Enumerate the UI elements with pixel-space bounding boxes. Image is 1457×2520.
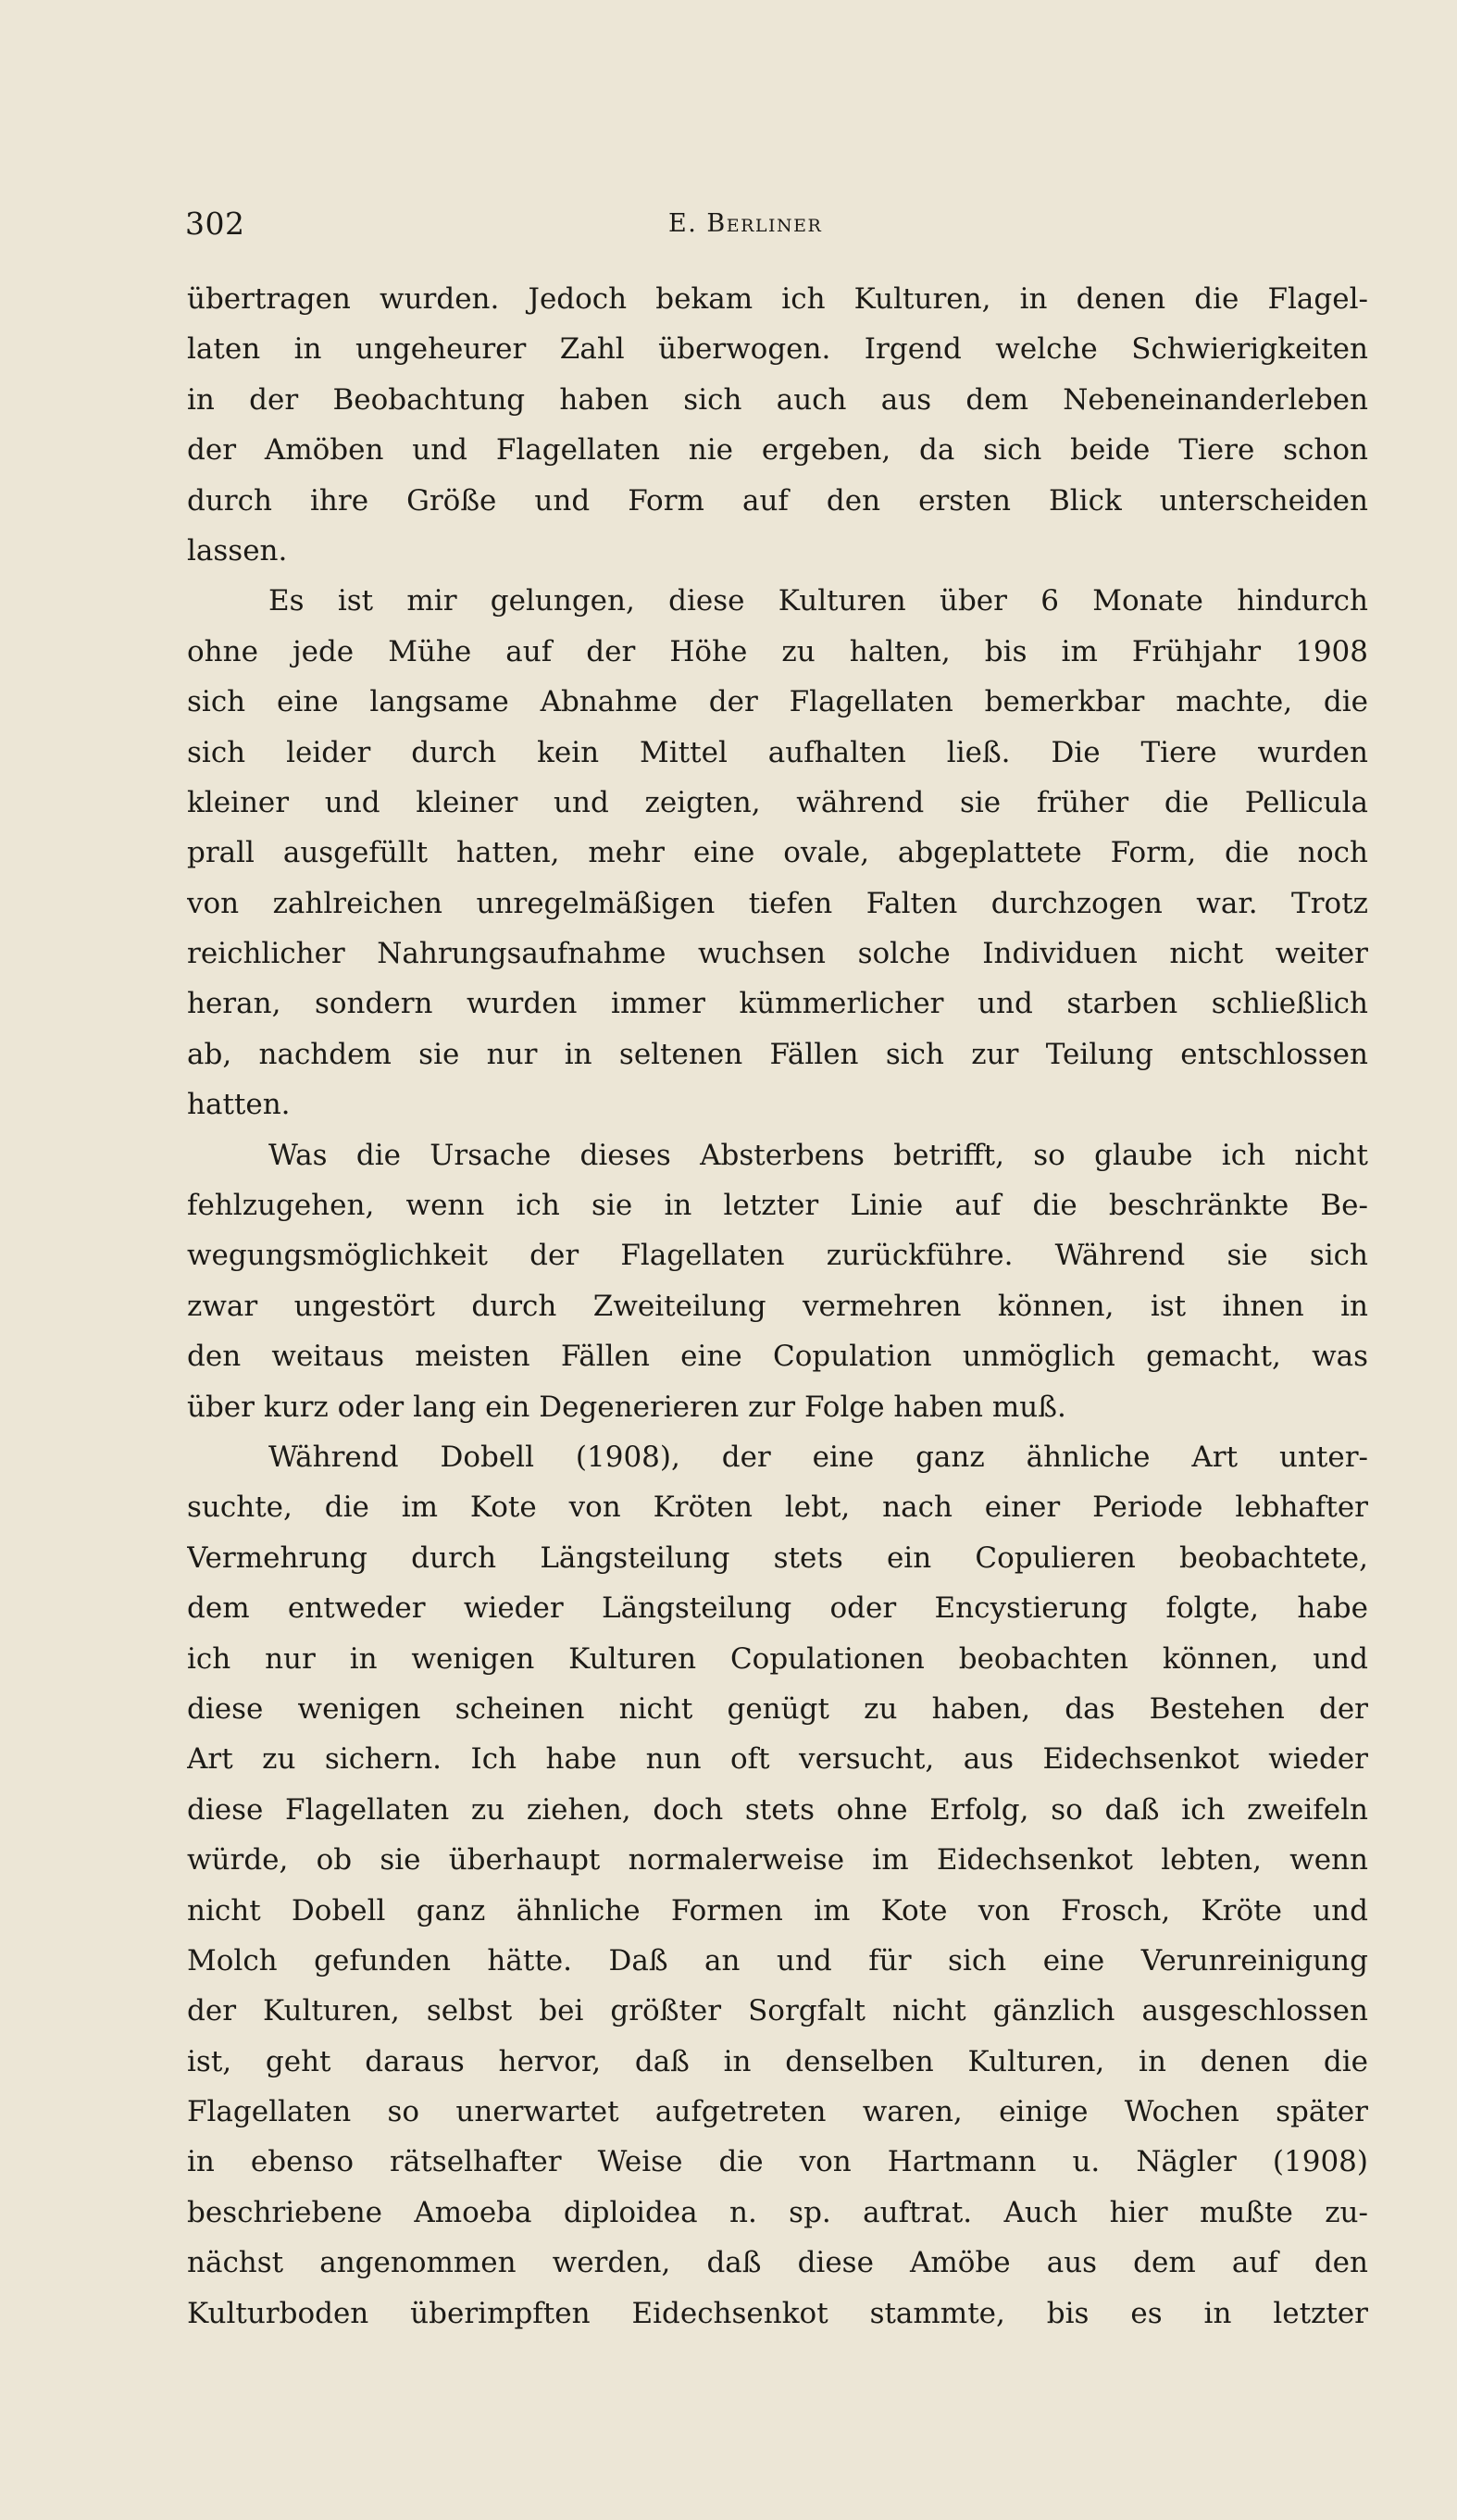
text-line: von zahlreichen unregelmäßigen tiefen Falten durchzogen war. Trotz bbox=[187, 886, 1368, 920]
text-line: beschriebene Amoeba diploidea n. sp. auftrat. Auch hier mußte zu- bbox=[187, 2195, 1368, 2229]
text-line: wegungsmöglichkeit der Flagellaten zurückführe. Während sie sich bbox=[187, 1239, 1368, 1273]
text-line: ab, nachdem sie nur in seltenen Fällen sich zur Teilung entschlossen bbox=[187, 1037, 1368, 1071]
text-line: der Kulturen, selbst bei größter Sorgfalt nicht gänzlich ausgeschlossen bbox=[187, 1994, 1368, 2028]
text-line: heran, sondern wurden immer kümmerlicher und starben schließlich bbox=[187, 987, 1368, 1021]
text-line: in der Beobachtung haben sich auch aus dem Nebeneinanderleben bbox=[187, 382, 1368, 417]
text-line: Art zu sichern. Ich habe nun oft versucht, aus Eidechsenkot wieder bbox=[187, 1742, 1368, 1777]
text-line: Molch gefunden hätte. Daß an und für sich eine Verunreinigung bbox=[187, 1943, 1368, 1977]
text-line: in ebenso rätselhafter Weise die von Hartmann u. Nägler (1908) bbox=[187, 2145, 1368, 2179]
page-number: 302 bbox=[185, 206, 245, 242]
body-text bbox=[187, 274, 1368, 2339]
text-line: hatten. bbox=[187, 1088, 291, 1122]
text-line: würde, ob sie überhaupt normalerweise im Eidechsenkot lebten, wenn bbox=[187, 1843, 1368, 1878]
text-line: Vermehrung durch Längsteilung stets ein Copulieren beobachtete, bbox=[187, 1541, 1368, 1575]
text-line: durch ihre Größe und Form auf den ersten Blick unterscheiden bbox=[187, 483, 1368, 518]
text-line: Flagellaten so unerwartet aufgetreten waren, einige Wochen später bbox=[187, 2095, 1368, 2129]
text-line: diese Flagellaten zu ziehen, doch stets ohne Erfolg, so daß ich zweifeln bbox=[187, 1792, 1368, 1827]
text-line: laten in ungeheurer Zahl überwogen. Irgend welche Schwierigkeiten bbox=[187, 332, 1368, 367]
text-line: sich eine langsame Abnahme der Flagellaten bemerkbar machte, die bbox=[187, 685, 1368, 719]
text-line: dem entweder wieder Längsteilung oder Encystierung folgte, habe bbox=[187, 1591, 1368, 1626]
text-line: über kurz oder lang ein Degenerieren zur Folge haben muß. bbox=[187, 1390, 1066, 1424]
text-line: ist, geht daraus hervor, daß in denselben Kulturen, in denen die bbox=[187, 2044, 1368, 2078]
text-line: lassen. bbox=[187, 533, 288, 568]
text-line: den weitaus meisten Fällen eine Copulation unmöglich gemacht, was bbox=[187, 1340, 1368, 1374]
running-head: E. Berliner bbox=[668, 209, 823, 238]
text-line: fehlzugehen, wenn ich sie in letzter Linie auf die beschränkte Be- bbox=[187, 1189, 1368, 1223]
text-line: kleiner und kleiner und zeigten, während sie früher die Pellicula bbox=[187, 785, 1368, 819]
text-line: Was die Ursache dieses Absterbens betrifft, so glaube ich nicht bbox=[268, 1138, 1368, 1172]
text-line: ohne jede Mühe auf der Höhe zu halten, bis im Frühjahr 1908 bbox=[187, 634, 1368, 668]
text-line: Kulturboden überimpften Eidechsenkot stammte, bis es in letzter bbox=[187, 2296, 1368, 2330]
text-line: nicht Dobell ganz ähnliche Formen im Kote von Frosch, Kröte und bbox=[187, 1893, 1368, 1927]
text-line: nächst angenommen werden, daß diese Amöbe aus dem auf den bbox=[187, 2246, 1368, 2280]
text-line: Es ist mir gelungen, diese Kulturen über 6 Monate hindurch bbox=[268, 584, 1368, 618]
text-line: der Amöben und Flagellaten nie ergeben, da sich beide Tiere schon bbox=[187, 433, 1368, 468]
text-line: sich leider durch kein Mittel aufhalten ließ. Die Tiere wurden bbox=[187, 735, 1368, 769]
text-line: prall ausgefüllt hatten, mehr eine ovale, abgeplattete Form, die noch bbox=[187, 836, 1368, 870]
text-line: suchte, die im Kote von Kröten lebt, nach einer Periode lebhafter bbox=[187, 1491, 1368, 1525]
text-line: zwar ungestört durch Zweiteilung vermehren können, ist ihnen in bbox=[187, 1289, 1368, 1323]
text-line: reichlicher Nahrungsaufnahme wuchsen solche Individuen nicht weiter bbox=[187, 937, 1368, 971]
text-line: ich nur in wenigen Kulturen Copulationen beobachten können, und bbox=[187, 1641, 1368, 1676]
text-line: diese wenigen scheinen nicht genügt zu haben, das Bestehen der bbox=[187, 1691, 1368, 1726]
text-line: Während Dobell (1908), der eine ganz ähnliche Art unter- bbox=[268, 1440, 1368, 1474]
text-line: übertragen wurden. Jedoch bekam ich Kulturen, in denen die Flagel- bbox=[187, 282, 1368, 316]
